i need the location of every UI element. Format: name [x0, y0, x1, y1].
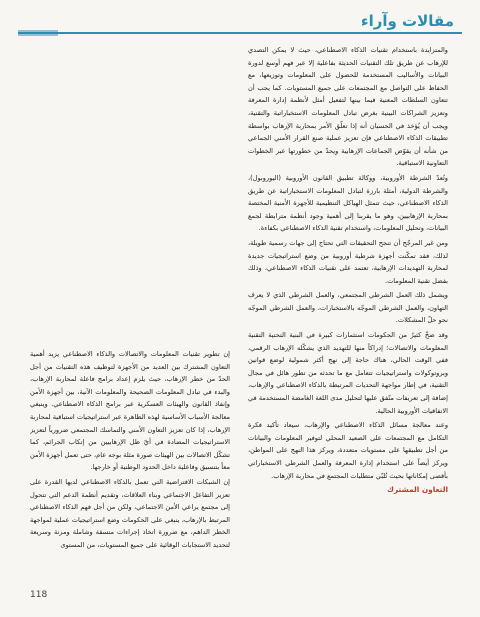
section-title: مقالات وآراء [360, 12, 454, 30]
right-column [248, 44, 448, 582]
paragraph: وقد ضخّ كثيرٌ من الحكومات استثمارات كبيرة في البنية التحتية التقنية المعلومات والاتصالات؛ إدراكاً منها للتهديد الذي يشكّله الإرهاب الرقمي، ففي الوقت الحالي، هناك حاجة إلى نهج أكثر شمولية لوضع قوانين وبروتوكولات واستراتيجيات تتعامل مع ما تحدثه من تطور هائل في مجال التقنية، في إطار مواجهة التحديات المرتبطة بالذكاء الاصطناعي والإرهاب، إضافة إلى تعريفات متّفق عليها لتحليل مدى اللغة الغامضة المستخدمة في الاتفاقيات الأوروبية الحالية. [248, 331, 448, 415]
paragraph: إن الشبكات الافتراضية التي تعمل بالذكاء الاصطناعي لديها القدرة على تعزيز التفاعل الاجتماعي وبناء العلاقات، وتقديم أنظمة الدعم التي تتحول إلى مجتمع يراعي الأمن الاجتماعي، ولكن من أجل فهم الذكاء الاصطناعي المرتبط بالإرهاب، ينبغي على الحكومات وضع استراتيجيات عملية لمواجهة الخطر الداهم، مع ضرورة اتخاذ إجراءات منسقة وشاملة ومرنة وسريعة لتحديد الاستجابات الوقائية على جميع المستويات، من المستوى [30, 477, 230, 549]
page-number: 118 [30, 590, 48, 600]
header-divider [18, 32, 462, 34]
subsection-heading: التعاون المشترك [387, 485, 448, 495]
paragraph: ويشمل ذلك العمل الشرطي المجتمعي، والعمل الشرطي الذي لا يعرف التهاون، والعمل الشرطي الموجّه بالاستخبارات، والعمل الشرطي الموجّه نحو حلّ المشكلات. [248, 291, 448, 325]
paragraph: إن تطوير تقنيات المعلومات والاتصالات والذكاء الاصطناعي يزيد أهمية التعاون المشترك بين العديد من الأجهزة لتوظيف هذه التقنيات من أجل الحدّ من خطر الإرهاب، حيث يلزم إعداد برامج فاعلة لمحاربة الإرهاب، والبدء في تبادل المعلومات الصحيحة والمعلومات الآنية، بين أجهزة الأمن وإنفاذ القانون والهيئات العسكرية عبر برامج الذكاء الاصطناعي. وينبغي معالجة الأسباب الأساسية لهذه الظاهرة عبر استراتيجيات استباقية لمحاربة الإرهاب، إذا كان تعزيز التعاون الأمني والتماسك المجتمعي ضرورياً لتعزيز الاستراتيجيات المضادة في أيّ ظل الإرهابيين من إتكاب الجرائم، كما تشكّل الاتصالات بين الهيئات صورة مثلة بوجه عام، حتى تعمل أجهزة الأمن معاً بتنسيق وفاعلية داخل الحدود الوطنية أو خارجها. [30, 350, 230, 472]
paragraph: والمتزايدة باستخدام تقنيات الذكاء الاصطناعي، حيث لا يمكن التصدي للإرهاب عن طريق تلك التقنيات الحديثة بفاعلية إلا عبر فهم أوسع لدورة البيانات والأساليب المستخدمة للحصول على المعلومات وتوزيعها، مع الحفاظ على التواصل مع المجتمعات على جميع المستويات. كما يجب أن تتعاون السلطات المعنية فيما بينها لتفعيل أمثل لأنظمة إدارة المعرفة وتعزيز الشراكات البينية بغرض تبادل المعلومات الاستخباراتية والتقنية، ويجب أن يُؤخذ في الحسبان أنه إذا تعلّق الأمر بمحاربة الإرهاب بواسطة تطبيقات الذكاء الاصطناعي فإن تعزيز عملية صنع القرار الأمني الجماعي من شأنه أن يقوّض الجماعات الإرهابية ويحدّ من خطورتها عبر الخطوات التعاونية الاستباقية. [248, 46, 448, 168]
paragraph: وعند معالجة مسائل الذكاء الاصطناعي والإرهاب، سيعاد تأكيد فكرة التكامل مع المجتمعات على الصعيد المحلي لتوفير المعلومات والبيانات من أجل تطبيقها على مستويات متعددة، ويركز هذا النهج على المواطن، ويركز أيضاً على استخدام إدارة المعرفة والعمل الشرطي الاستخباراتي بأقصى إمكاناتها بحيث تُلبّي متطلبات المجتمع في محاربة الإرهاب. [248, 421, 448, 480]
paragraph: وتُعدّ الشرطة الأوروبية، ووكالة تطبيق القانون الأوروبية (اليوروبول)، والشرطة الدولية، أمثلة بارزة لتبادل المعلومات الاستخباراتية عن طريق الذكاء الاصطناعي، حيث تتمثل الهياكل التنظيمية للأجهزة الأمنية المختصة بمحاربة الإرهابيين، وهو ما يقربنا إلى أهمية وجود أنظمة مترابطة لجمع البيانات، وتحليل المعلومات، واستخدام تقنية الذكاء الاصطناعي بكفاءة. [248, 173, 448, 233]
left-column [30, 348, 230, 588]
paragraph: ومن غير المرجّح أن تنجح التحقيقات التي تحتاج إلى جهات رسمية طويلة، لذلك، فقد تمكّنت أجهزة شرطية أوروبية من وضع استراتيجيات جديدة لمحاربة التهديدات الإرهابية، تعتمد على تقنيات الذكاء الاصطناعي، وذلك بفضل تقنية المعلومات. [248, 238, 448, 285]
